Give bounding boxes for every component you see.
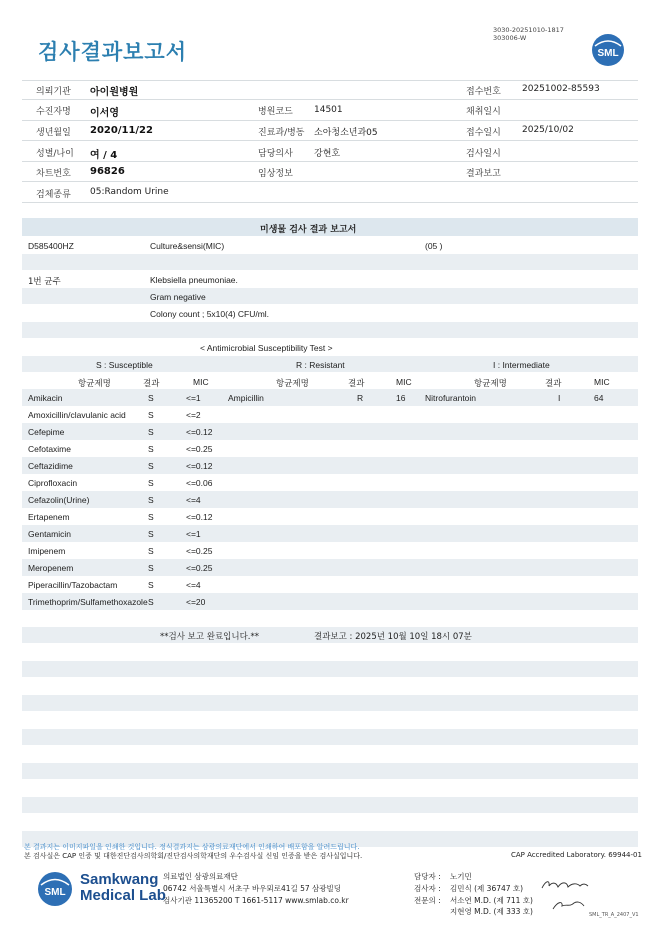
ast-drug: Ceftazidime (28, 461, 73, 471)
footer-sml-logo (36, 870, 74, 908)
col-drug-2: 항균제명 (276, 379, 309, 389)
ast-result: S (148, 478, 154, 488)
report-time: 결과보고 : 2025년 10월 10일 18시 07분 (314, 632, 472, 642)
ast-mic: <=0.25 (186, 444, 213, 454)
test-code: D585400HZ (28, 241, 74, 251)
value-birth: 2020/11/22 (90, 125, 153, 136)
organism-name: Klebsiella pneumoniae. (150, 275, 238, 285)
label-doctor: 담당의사 (258, 149, 293, 159)
tester-label: 검사자 : (414, 884, 441, 893)
notice-image-print: 본 결과지는 이미지파일을 인쇄한 것입니다. 정식결과지는 삼광의료재단에서 인쇄하여 배포함을 알려드립니다. (24, 843, 360, 851)
notice-accreditation: 본 검사실은 CAP 인증 및 대한진단검사의학회/진단검사의학재단의 우수검사실 신임 인증을 받은 검사실입니다. (24, 852, 363, 860)
ast-drug: Trimethoprim/Sulfamethoxazole (28, 597, 148, 607)
ast-drug: Ertapenem (28, 512, 70, 522)
org-name: 의료법인 삼광의료재단 (163, 872, 238, 881)
ast-result: S (148, 512, 154, 522)
ast-result: S (148, 444, 154, 454)
expert-name-1: 서소연 M.D. (제 711 호) (450, 896, 533, 905)
value-hospital-code: 14501 (314, 105, 343, 115)
ast-mic: <=0.12 (186, 512, 213, 522)
col-mic-2: MIC (396, 377, 412, 387)
label-receipt-date: 접수일시 (466, 128, 501, 138)
ast-mic: <=1 (186, 393, 201, 403)
col-mic-1: MIC (193, 377, 209, 387)
value-department: 소아청소년과05 (314, 128, 378, 138)
ast-mid-mic: 16 (396, 393, 406, 403)
ast-title: < Antimicrobial Susceptibility Test > (200, 343, 333, 353)
expert-name-2: 지현영 M.D. (제 333 호) (450, 907, 533, 916)
staff-name: 노기민 (450, 872, 472, 881)
label-test-date: 검사일시 (466, 149, 501, 159)
micro-section-title: 미생물 검사 결과 보고서 (260, 225, 357, 235)
label-clinical-info: 임상정보 (258, 169, 293, 179)
document-id-line2: 303006-W (493, 34, 527, 42)
legend-resistant: R : Resistant (296, 360, 345, 370)
ast-drug: Cefotaxime (28, 444, 71, 454)
staff-label: 담당자 : (414, 872, 441, 881)
ast-right-drug: Nitrofurantoin (425, 393, 477, 403)
ast-right-result: I (558, 393, 561, 403)
ast-mic: <=4 (186, 495, 201, 505)
ast-drug: Cefazolin(Urine) (28, 495, 90, 505)
ast-result: S (148, 597, 154, 607)
ast-result: S (148, 529, 154, 539)
label-chart-no: 차트번호 (36, 169, 71, 179)
ast-drug: Gentamicin (28, 529, 71, 539)
label-department: 진료과/병동 (258, 128, 305, 138)
tester-signature (540, 878, 590, 892)
ast-result: S (148, 461, 154, 471)
label-report-date: 결과보고 (466, 169, 501, 179)
ast-mic: <=4 (186, 580, 201, 590)
brand-name (80, 872, 166, 904)
ast-mid-drug: Ampicillin (228, 393, 264, 403)
ast-result: S (148, 410, 154, 420)
page-title: 검사결과보고서 (38, 40, 188, 64)
label-patient-name: 수진자명 (36, 107, 71, 117)
ast-result: S (148, 427, 154, 437)
gram-stain: Gram negative (150, 292, 206, 302)
col-drug-1: 항균제명 (78, 379, 111, 389)
expert-label: 전문의 : (414, 896, 441, 905)
completion-text: **검사 보고 완료입니다.** (160, 632, 260, 642)
value-specimen: 05:Random Urine (90, 187, 169, 197)
label-specimen: 검체종류 (36, 190, 71, 200)
colony-count: Colony count ; 5x10(4) CFU/ml. (150, 309, 270, 319)
sml-logo-text: SML (597, 48, 619, 59)
value-patient-name: 이서영 (90, 108, 119, 119)
ast-right-mic: 64 (594, 393, 604, 403)
col-mic-3: MIC (594, 377, 610, 387)
brand-line2: Medical Lab (80, 887, 166, 904)
value-sex-age: 여 / 4 (90, 150, 118, 161)
label-institution: 의뢰기관 (36, 87, 71, 97)
ast-mic: <=20 (186, 597, 206, 607)
test-name: Culture&sensi(MIC) (150, 241, 225, 251)
ast-result: S (148, 393, 154, 403)
col-result-2: 결과 (348, 379, 365, 389)
col-drug-3: 항균제명 (474, 379, 507, 389)
sml-logo (590, 32, 626, 68)
ast-drug: Imipenem (28, 546, 66, 556)
col-result-1: 결과 (143, 379, 160, 389)
ast-mic: <=0.06 (186, 478, 213, 488)
tester-name: 김민식 (제 36747 호) (450, 884, 524, 893)
ast-mic: <=0.12 (186, 461, 213, 471)
label-receipt-no: 접수번호 (466, 87, 501, 97)
expert-signature (550, 898, 586, 912)
label-collect-date: 채취일시 (466, 107, 501, 117)
org-contact: 검사기관 11365200 T 1661-5117 www.smlab.co.kr (163, 896, 349, 905)
value-institution: 아이원병원 (90, 87, 139, 98)
form-code: SML_TR_A_2407_V1 (589, 912, 639, 918)
ast-drug: Ciprofloxacin (28, 478, 78, 488)
label-hospital-code: 병원코드 (258, 107, 293, 117)
ast-mic: <=2 (186, 410, 201, 420)
test-spec: (05 ) (425, 241, 443, 251)
ast-result: S (148, 580, 154, 590)
legend-intermediate: I : Intermediate (493, 360, 550, 370)
brand-line1: Samkwang (80, 871, 159, 888)
value-chart-no: 96826 (90, 166, 125, 177)
label-birth: 생년월일 (36, 128, 71, 138)
value-receipt-no: 20251002-85593 (522, 84, 600, 94)
ast-result: S (148, 495, 154, 505)
ast-mid-result: R (357, 393, 364, 403)
org-address: 06742 서울특별시 서초구 바우뫼로41길 57 삼광빌딩 (163, 884, 342, 893)
ast-drug: Amikacin (28, 393, 63, 403)
legend-susceptible: S : Susceptible (96, 360, 153, 370)
ast-drug: Meropenem (28, 563, 74, 573)
document-id (493, 26, 564, 42)
organism-label: 1번 균주 (28, 277, 61, 287)
ast-drug: Cefepime (28, 427, 65, 437)
label-sex-age: 성별/나이 (36, 149, 74, 159)
ast-mic: <=0.25 (186, 546, 213, 556)
ast-mic: <=0.12 (186, 427, 213, 437)
footer-logo-text: SML (44, 887, 66, 898)
ast-mic: <=1 (186, 529, 201, 539)
ast-result: S (148, 546, 154, 556)
ast-result: S (148, 563, 154, 573)
value-receipt-date: 2025/10/02 (522, 125, 574, 135)
ast-drug: Amoxicillin/clavulanic acid (28, 410, 126, 420)
value-doctor: 강현호 (314, 149, 341, 159)
cap-accreditation: CAP Accredited Laboratory. 69944-01 (511, 851, 642, 859)
ast-drug: Piperacillin/Tazobactam (28, 580, 118, 590)
document-id-line1: 3030-20251010-1817 (493, 26, 564, 34)
col-result-3: 결과 (545, 379, 562, 389)
ast-mic: <=0.25 (186, 563, 213, 573)
